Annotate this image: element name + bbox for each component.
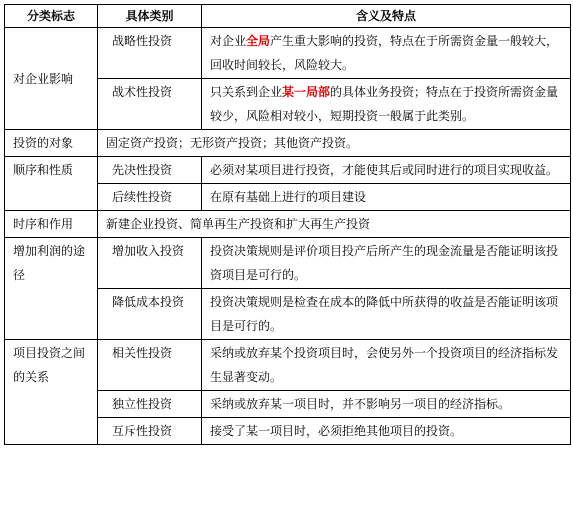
table-row [5,340,571,391]
type-cell: 先决性投资 [98,157,202,184]
type-cell: 增加收入投资 [98,238,202,289]
category-cell: 增加利润的途径 [5,238,98,340]
table-row [5,28,571,79]
description-cell: 接受了某一项目时，必须拒绝其他项目的投资。 [202,418,571,445]
description-text: 的具体业务投资；特点在于投资所需资金量较少，风险相对较小，短期投资一般属于此类别。 [210,85,559,123]
header-description: 含义及特点 [202,5,571,28]
category-cell: 投资的对象 [5,130,98,157]
description-cell: 新建企业投资、简单再生产投资和扩大再生产投资 [98,211,571,238]
description-cell: 投资决策规则是评价项目投产后所产生的现金流量是否能证明该投资项目是可行的。 [202,238,571,289]
description-cell: 采纳或放弃某个投资项目时，会使另外一个投资项目的经济指标发生显著变动。 [202,340,571,391]
type-cell: 互斥性投资 [98,418,202,445]
description-text: 对企业 [210,34,247,48]
highlight-text: 全局 [246,34,271,48]
table-row [5,130,571,157]
description-cell: 采纳或放弃某一项目时，并不影响另一项目的经济指标。 [202,391,571,418]
table-row [5,211,571,238]
type-cell: 降低成本投资 [98,289,202,340]
header-row [5,5,571,28]
category-cell: 项目投资之间的关系 [5,340,98,445]
table-row [5,238,571,289]
description-cell: 在原有基础上进行的项目建设 [202,184,571,211]
highlight-text: 某一局部 [282,85,331,99]
header-type: 具体类别 [98,5,202,28]
investment-classification-table [4,4,571,445]
description-cell [202,79,571,130]
type-cell: 后续性投资 [98,184,202,211]
description-text: 只关系到企业 [210,85,283,99]
type-cell: 战略性投资 [98,28,202,79]
header-category: 分类标志 [5,5,98,28]
description-cell: 固定资产投资；无形资产投资；其他资产投资。 [98,130,571,157]
description-cell: 投资决策规则是检查在成本的降低中所获得的收益是否能证明该项目是可行的。 [202,289,571,340]
table-row [5,157,571,184]
description-text: 产生重大影响的投资，特点在于所需资金量一般较大，回收时间较长，风险较大。 [210,34,559,72]
type-cell: 战术性投资 [98,79,202,130]
category-cell: 时序和作用 [5,211,98,238]
category-cell: 顺序和性质 [5,157,98,211]
description-cell [202,28,571,79]
description-cell: 必须对某项目进行投资，才能使其后或同时进行的项目实现收益。 [202,157,571,184]
type-cell: 相关性投资 [98,340,202,391]
type-cell: 独立性投资 [98,391,202,418]
category-cell: 对企业影响 [5,28,98,130]
